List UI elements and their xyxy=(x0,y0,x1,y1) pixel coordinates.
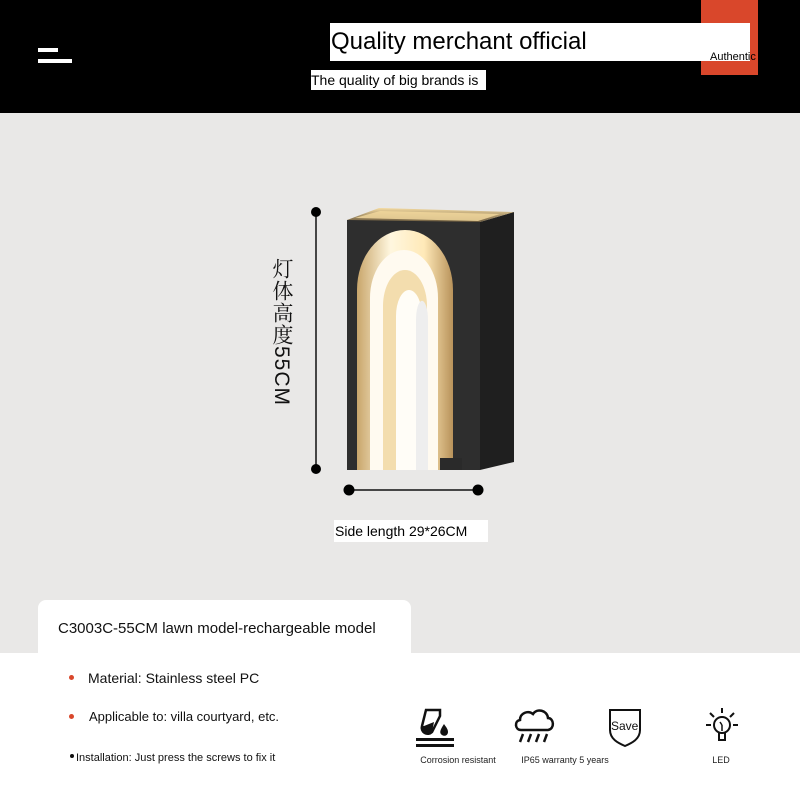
page-subtitle: The quality of big brands is xyxy=(311,72,479,88)
feature-label: IP65 warranty 5 years xyxy=(521,755,609,765)
feature-label: LED xyxy=(712,755,730,765)
bullet-dot xyxy=(69,675,74,680)
authentic-badge: Authentic xyxy=(710,51,756,63)
bulb-icon xyxy=(702,704,742,750)
bullet-dot xyxy=(70,754,74,758)
spec-installation: Installation: Just press the screws to fix it xyxy=(76,752,276,764)
height-dimension-line xyxy=(311,207,321,474)
width-dimension-line xyxy=(344,485,484,496)
page-title: Quality merchant official xyxy=(331,28,587,55)
spec-material: Material: Stainless steel PC xyxy=(88,670,260,686)
feature-corrosion xyxy=(403,754,513,766)
rain-cloud-icon xyxy=(512,706,556,746)
model-name: C3003C-55CM lawn model-rechargeable model xyxy=(58,620,376,637)
bullet-dot xyxy=(69,714,74,719)
shield-inner-text: Save xyxy=(611,719,639,733)
feature-led xyxy=(666,754,776,766)
corrosion-icon xyxy=(412,706,458,748)
side-length-label: Side length 29*26CM xyxy=(335,523,468,539)
feature-ip65 xyxy=(510,754,620,766)
height-label: 灯体高度55CM xyxy=(270,258,293,407)
spec-applicable: Applicable to: villa courtyard, etc. xyxy=(89,709,280,724)
feature-label: Corrosion resistant xyxy=(420,755,496,765)
lamp-body xyxy=(347,208,514,470)
